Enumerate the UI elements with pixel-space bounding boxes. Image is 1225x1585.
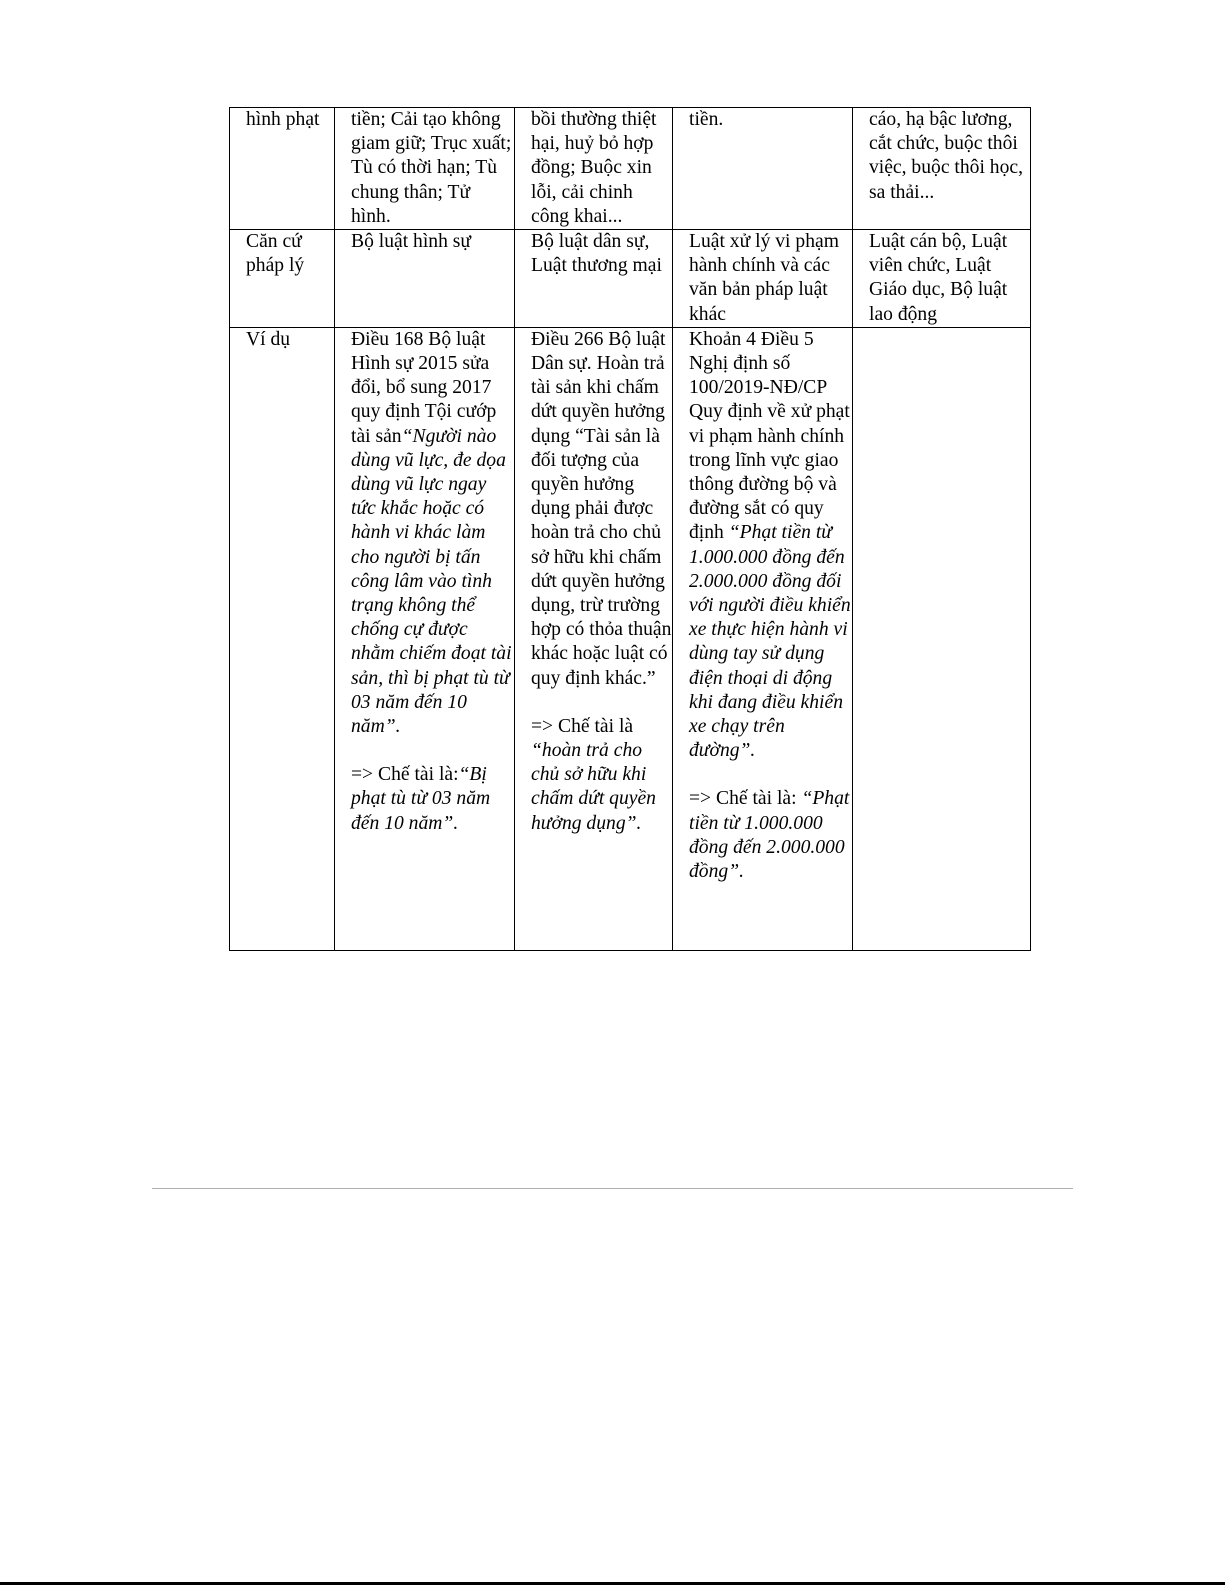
page-divider <box>152 1188 1073 1189</box>
cell-example-disciplinary <box>853 327 1031 950</box>
example-criminal-quote: “Người nào dùng vũ lực, đe dọa dùng vũ lực ngay tức khắc hoặc có hành vi khác làm cho người bị tấn công lâm vào tình trạng không thể chống cự được nhằm chiếm đoạt tài sản, thì bị phạt tù từ 03 năm đến 10 năm”. <box>351 425 512 738</box>
example-administrative-text <box>689 328 852 764</box>
example-civil-sanction-text: “hoàn trả cho chủ sở hữu khi chấm dứt quyền hưởng dụng”. <box>531 740 656 834</box>
example-administrative-sanction <box>689 787 852 884</box>
cell-penalty-label: hình phạt <box>230 108 335 230</box>
cell-penalty-disciplinary: cáo, hạ bậc lương, cắt chức, buộc thôi việc, buộc thôi học, sa thải... <box>853 108 1031 230</box>
example-criminal-sanction <box>351 763 514 836</box>
example-civil-text: Điều 266 Bộ luật Dân sự. Hoàn trả tài sản khi chấm dứt quyền hưởng dụng “Tài sản là đối tượng của quyền hưởng dụng phải được hoàn trả cho chủ sở hữu khi chấm dứt quyền hưởng dụng, trừ trường hợp có thỏa thuận khác hoặc luật có quy định khác.” <box>531 328 672 689</box>
example-criminal-text <box>351 328 514 739</box>
table-row-example <box>230 327 1031 950</box>
example-criminal-sanction-text: “Bị phạt tù từ 03 năm đến 10 năm”. <box>351 764 491 834</box>
example-administrative-sanction-prefix: => Chế tài là: <box>689 788 797 810</box>
comparison-table <box>229 107 1031 951</box>
cell-basis-civil: Bộ luật dân sự, Luật thương mại <box>515 230 673 328</box>
example-administrative-sanction-text: “Phạt tiền từ 1.000.000 đồng đến 2.000.000 đồng”. <box>689 788 850 883</box>
cell-example-administrative <box>673 327 853 950</box>
cell-basis-label: Căn cứ pháp lý <box>230 230 335 328</box>
cell-penalty-civil: bồi thường thiệt hại, huỷ bỏ hợp đồng; Buộc xin lỗi, cải chinh công khai... <box>515 108 673 230</box>
table-row-penalty <box>230 108 1031 230</box>
cell-penalty-administrative: tiền. <box>673 108 853 230</box>
cell-example-label: Ví dụ <box>230 327 335 950</box>
example-administrative-intro: Khoản 4 Điều 5 Nghị định số 100/2019-NĐ/CP Quy định về xử phạt vi phạm hành chính trong lĩnh vực giao thông đường bộ và đường sắt có quy định <box>689 328 850 544</box>
example-administrative-quote: “Phạt tiền từ 1.000.000 đồng đến 2.000.000 đồng đối với người điều khiển xe thực hiện hành vi dùng tay sử dụng điện thoại di động khi đang điều khiển xe chạy trên đường”. <box>689 522 851 762</box>
cell-example-civil <box>515 327 673 950</box>
cell-penalty-criminal: tiền; Cải tạo không giam giữ; Trục xuất; Tù có thời hạn; Tù chung thân; Tử hình. <box>335 108 515 230</box>
cell-example-criminal <box>335 327 515 950</box>
cell-basis-administrative: Luật xử lý vi phạm hành chính và các văn bản pháp luật khác <box>673 230 853 328</box>
example-civil-sanction <box>531 715 672 836</box>
example-criminal-intro: Điều 168 Bộ luật Hình sự 2015 sửa đổi, bổ sung 2017 quy định Tội cướp tài sản <box>351 328 497 447</box>
example-civil-sanction-prefix: => Chế tài là <box>531 715 634 737</box>
table-row-legal-basis <box>230 230 1031 328</box>
example-criminal-sanction-prefix: => Chế tài là: <box>351 764 459 786</box>
cell-basis-criminal: Bộ luật hình sự <box>335 230 515 328</box>
cell-basis-disciplinary: Luật cán bộ, Luật viên chức, Luật Giáo dục, Bộ luật lao động <box>853 230 1031 328</box>
